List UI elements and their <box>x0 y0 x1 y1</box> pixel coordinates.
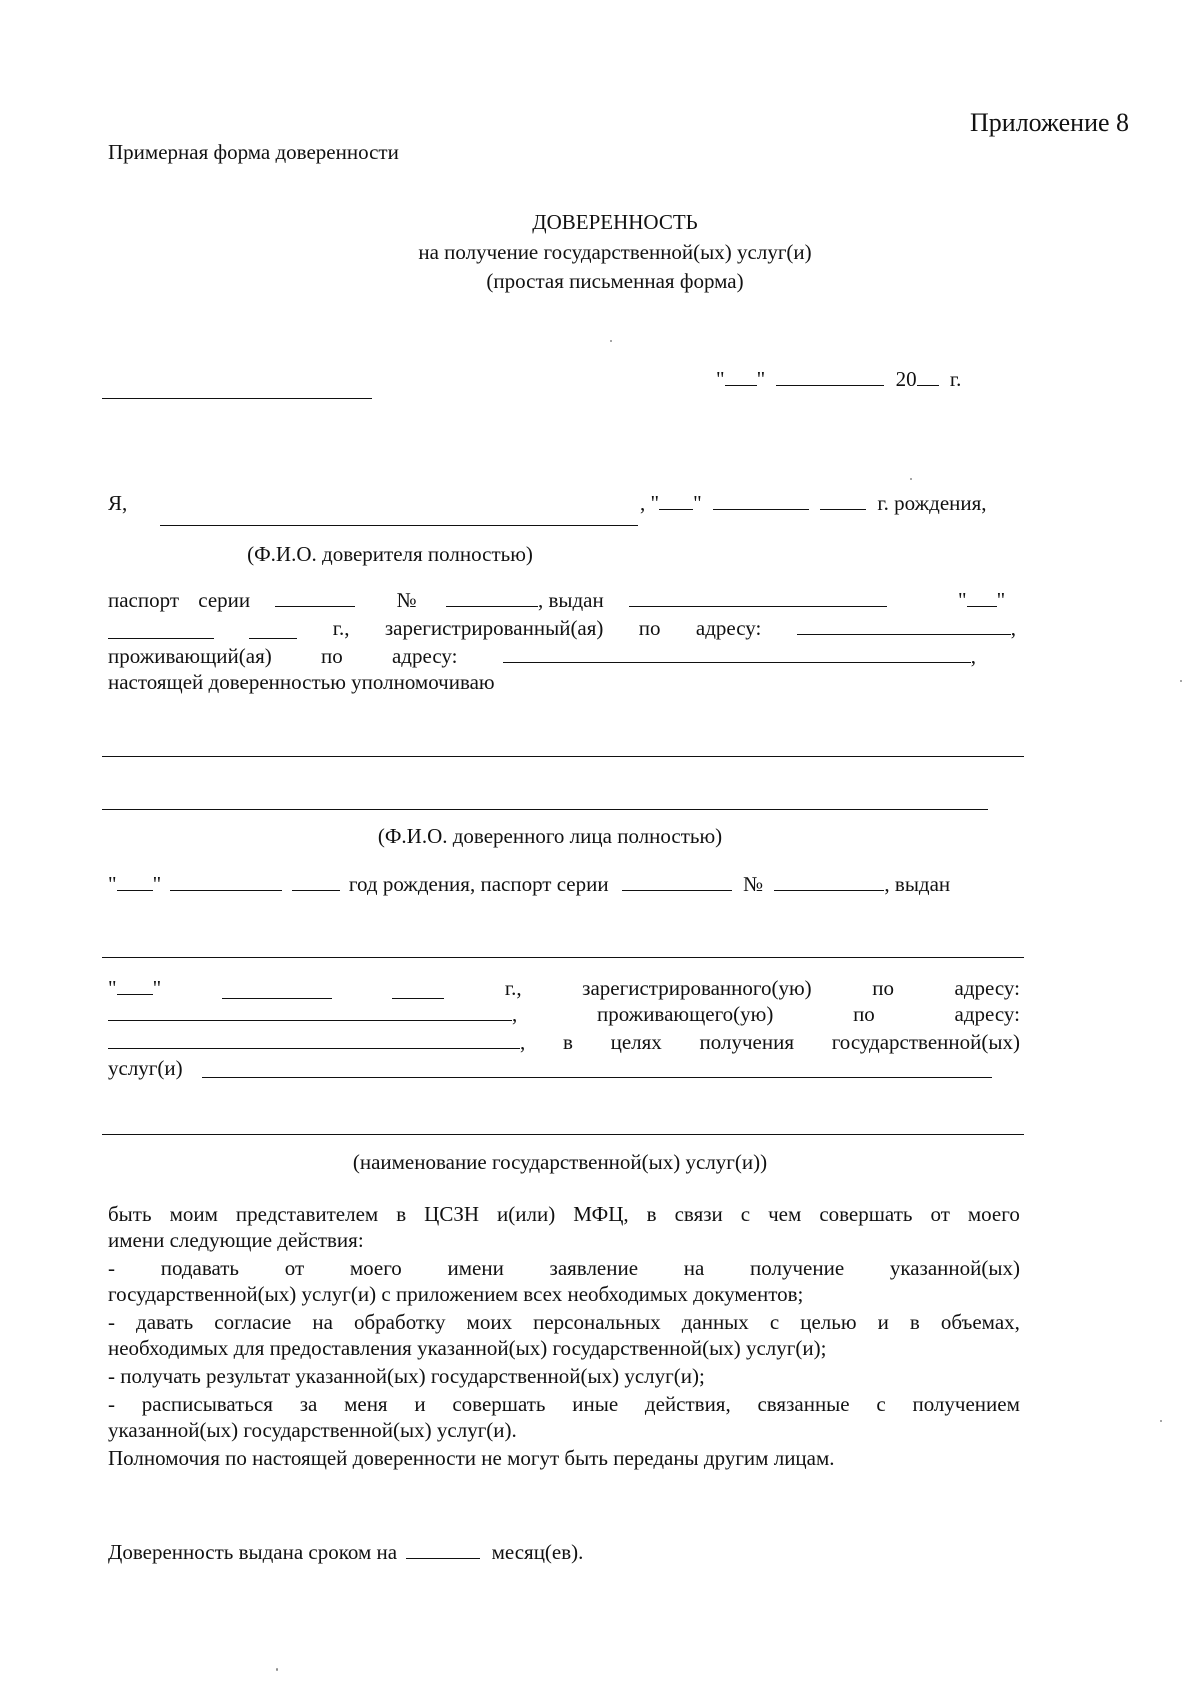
purpose-obtain: получения <box>699 1030 794 1054</box>
w: быть <box>108 1202 152 1226</box>
live-po: по <box>320 644 343 668</box>
w: от <box>930 1202 950 1226</box>
agent-caption: (Ф.И.О. доверенного лица полностью) <box>377 824 723 848</box>
w: с <box>740 1202 751 1226</box>
w: расписываться <box>141 1392 273 1416</box>
principal-birth <box>640 493 987 514</box>
date-month-blank[interactable] <box>776 384 884 386</box>
w: давать <box>136 1310 194 1334</box>
date-quote-close: " <box>756 367 766 391</box>
agent-reg-quote-close: " <box>152 976 162 1000</box>
agent-live-address[interactable] <box>108 1047 520 1049</box>
agent-live-po: по <box>853 1002 875 1026</box>
scan-speck <box>610 340 612 342</box>
w: с <box>769 1310 780 1334</box>
date-year-blank[interactable] <box>917 384 939 386</box>
w: получение <box>750 1256 845 1280</box>
agent-name-line-2[interactable] <box>102 809 988 810</box>
term-line <box>108 1542 583 1563</box>
agent-issued: , выдан <box>884 872 951 896</box>
term-prefix: Доверенность выдана сроком на <box>108 1540 398 1564</box>
w: в <box>646 1202 657 1226</box>
principal-reg-address[interactable] <box>797 633 1011 635</box>
w: в <box>909 1310 920 1334</box>
form-label: Примерная форма доверенности <box>108 140 399 164</box>
date-year-prefix: 20 <box>895 367 917 391</box>
agent-birth-line <box>108 874 950 895</box>
agent-residence-line <box>108 1004 1020 1025</box>
scan-speck <box>276 1668 278 1671</box>
principal-birth-month[interactable] <box>713 508 809 510</box>
w: получением <box>912 1392 1020 1416</box>
w: имени <box>447 1256 504 1280</box>
reg-address-word: адресу: <box>695 616 762 640</box>
w: совершать <box>819 1202 913 1226</box>
date-field <box>716 369 961 390</box>
agent-reg-address[interactable] <box>108 1019 512 1021</box>
document-form-type: (простая письменная форма) <box>486 269 744 293</box>
principal-issue-day[interactable] <box>967 605 997 607</box>
principal-issue-year[interactable] <box>249 637 297 639</box>
w: связанные <box>757 1392 850 1416</box>
term-months-field[interactable] <box>406 1557 480 1559</box>
agent-purpose-line <box>108 1032 1020 1053</box>
w: чем <box>768 1202 802 1226</box>
principal-birth-close: " <box>693 491 702 515</box>
body-b4-line1 <box>108 1394 1020 1415</box>
w: моего <box>967 1202 1020 1226</box>
reg-po: по <box>638 616 661 640</box>
authorize-text: настоящей доверенностью уполномочиваю <box>108 670 495 694</box>
body-b2-line2: необходимых для предоставления указанной(ых) государственной(ых) услуг(и); <box>108 1336 827 1360</box>
w: на <box>312 1310 333 1334</box>
w: указанной(ых) <box>889 1256 1020 1280</box>
w: обработку <box>354 1310 446 1334</box>
date-year-suffix: г. <box>949 367 962 391</box>
document-title: ДОВЕРЕННОСТЬ <box>532 210 698 234</box>
body-p1-line1 <box>108 1204 1020 1225</box>
scan-speck <box>1160 1420 1162 1422</box>
agent-registration-line <box>108 978 1020 999</box>
principal-residence-line <box>108 646 976 667</box>
principal-issued-by[interactable] <box>629 605 887 607</box>
principal-caption: (Ф.И.О. доверителя полностью) <box>247 542 533 566</box>
reg-word: зарегистрированный(ая) <box>384 616 604 640</box>
issue-quote-close: " <box>996 588 1006 612</box>
w: согласие <box>214 1310 292 1334</box>
w: моих <box>466 1310 513 1334</box>
services-line-1[interactable] <box>202 1077 992 1078</box>
principal-birth-day[interactable] <box>659 508 693 510</box>
reg-g: г., <box>332 616 350 640</box>
agent-quote-close: " <box>152 872 162 896</box>
live-address-word: адресу: <box>391 644 458 668</box>
agent-reg-g: г., <box>504 976 522 1000</box>
agent-birth-year[interactable] <box>292 889 340 891</box>
w: совершать <box>452 1392 546 1416</box>
services-label: услуг(и) <box>108 1056 183 1080</box>
number-sign: № <box>396 588 417 612</box>
issued-word: , выдан <box>537 588 604 612</box>
principal-birth-label: г. рождения, <box>877 491 987 515</box>
body-b1-line1 <box>108 1258 1020 1279</box>
w: моего <box>349 1256 402 1280</box>
w: данных <box>681 1310 749 1334</box>
live-word: проживающий(ая) <box>108 644 272 668</box>
w: персональных <box>533 1310 661 1334</box>
agent-birth-text: год рождения, паспорт серии <box>348 872 609 896</box>
principal-name-field[interactable] <box>160 525 638 526</box>
agent-reg-address-word: адресу: <box>954 976 1020 1000</box>
document-subtitle: на получение государственной(ых) услуг(и) <box>418 240 812 264</box>
scan-speck <box>910 478 912 480</box>
w: на <box>683 1256 705 1280</box>
w: действия, <box>644 1392 731 1416</box>
w: связи <box>674 1202 723 1226</box>
w: представителем <box>235 1202 379 1226</box>
purpose-v: в <box>562 1030 573 1054</box>
w: от <box>284 1256 305 1280</box>
agent-passport-number[interactable] <box>774 889 884 891</box>
agent-number-sign: № <box>743 872 764 896</box>
services-caption: (наименование государственной(ых) услуг(и)) <box>352 1150 768 1174</box>
w: целью <box>800 1310 857 1334</box>
agent-reg-comma: , <box>512 1002 518 1026</box>
body-b3: - получать результат указанной(ых) государственной(ых) услуг(и); <box>108 1364 705 1388</box>
w: - <box>108 1310 115 1334</box>
services-line-2[interactable] <box>102 1134 1024 1135</box>
w: моим <box>169 1202 218 1226</box>
w: иные <box>572 1392 619 1416</box>
w: и(или) <box>497 1202 556 1226</box>
principal-intro: Я, <box>108 491 128 515</box>
principal-issue-month[interactable] <box>108 637 214 639</box>
w: и <box>877 1310 889 1334</box>
w: подавать <box>160 1256 240 1280</box>
body-b2-line1 <box>108 1312 1020 1333</box>
w: с <box>876 1392 886 1416</box>
issue-quote-open: " <box>958 588 967 612</box>
w: заявление <box>549 1256 639 1280</box>
appendix-number: Приложение 8 <box>970 108 1130 137</box>
agent-reg-po: по <box>872 976 894 1000</box>
reg-comma: , <box>1010 616 1016 640</box>
agent-issue-year[interactable] <box>392 997 444 999</box>
agent-birth-day[interactable] <box>117 889 153 891</box>
agent-name-line-1[interactable] <box>102 756 1024 757</box>
w: - <box>108 1256 115 1280</box>
live-comma: , <box>970 644 976 668</box>
passport-word: паспорт <box>108 588 180 612</box>
w: МФЦ, <box>573 1202 629 1226</box>
date-day-blank[interactable] <box>725 384 757 386</box>
body-b4-line2: указанной(ых) государственной(ых) услуг(и). <box>108 1418 517 1442</box>
principal-birth-open: , " <box>640 491 660 515</box>
agent-reg-quote-open: " <box>108 976 117 1000</box>
agent-reg-word: зарегистрированного(ую) <box>582 976 812 1000</box>
term-suffix: месяц(ев). <box>491 1540 584 1564</box>
principal-passport-line <box>108 590 887 611</box>
agent-quote-open: " <box>108 872 117 896</box>
scan-speck <box>1180 680 1182 682</box>
purpose-state: государственной(ых) <box>831 1030 1020 1054</box>
principal-passport-number[interactable] <box>446 605 538 607</box>
agent-birth-month[interactable] <box>170 889 282 891</box>
w: за <box>299 1392 318 1416</box>
agent-live-word: проживающего(ую) <box>596 1002 774 1026</box>
principal-issue-date-open <box>958 590 1005 611</box>
body-b1-line2: государственной(ых) услуг(и) с приложением всех необходимых документов; <box>108 1282 804 1306</box>
w: объемах, <box>940 1310 1020 1334</box>
series-word: серии <box>198 588 251 612</box>
agent-issue-day[interactable] <box>117 993 153 995</box>
w: меня <box>344 1392 388 1416</box>
body-final: Полномочия по настоящей доверенности не могут быть переданы другим лицам. <box>108 1446 835 1470</box>
principal-live-address[interactable] <box>503 661 971 663</box>
agent-passport-series[interactable] <box>622 889 732 891</box>
place-field[interactable] <box>102 398 372 399</box>
purpose-goal: целях <box>610 1030 662 1054</box>
principal-passport-series[interactable] <box>275 605 355 607</box>
body-p1-line2: имени следующие действия: <box>108 1228 364 1252</box>
w: - <box>108 1392 115 1416</box>
principal-registration-line <box>108 618 1016 639</box>
agent-live-address-word: адресу: <box>954 1002 1020 1026</box>
date-quote-open: " <box>716 367 725 391</box>
w: и <box>414 1392 426 1416</box>
w: в <box>396 1202 407 1226</box>
agent-issued-by-line[interactable] <box>102 957 1024 958</box>
agent-live-comma: , <box>520 1030 526 1054</box>
principal-birth-year[interactable] <box>820 508 866 510</box>
agent-issue-month[interactable] <box>222 997 332 999</box>
w: ЦСЗН <box>424 1202 480 1226</box>
